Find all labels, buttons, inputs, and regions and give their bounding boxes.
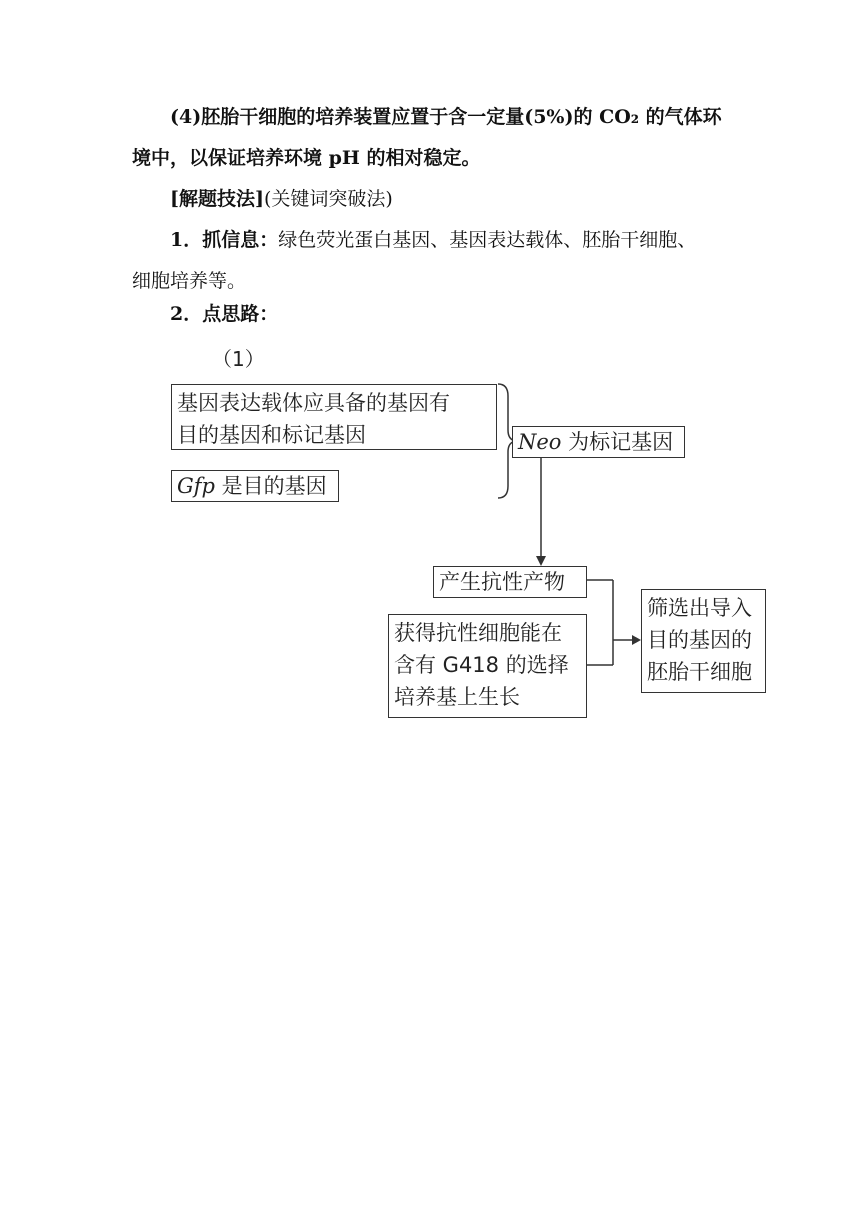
method-heading-bold: [解题技法]	[170, 188, 264, 210]
box-screening-line-2: 目的基因的	[647, 628, 752, 652]
box-vector-genes-line-2: 目的基因和标记基因	[177, 423, 366, 447]
box-vector-genes-line-1: 基因表达载体应具备的基因有	[177, 391, 450, 415]
method-heading-rest: (关键词突破法)	[263, 188, 393, 210]
gfp-text: 是目的基因	[215, 474, 327, 498]
box-resistance-product-text: 产生抗性产物	[439, 570, 565, 594]
box-resistant-cells	[388, 614, 587, 718]
paragraph-4-line-2: 境中，以保证培养环境 pH 的相对稳定。	[132, 147, 481, 169]
info-label: 1．抓信息：	[170, 229, 279, 251]
box-screening	[641, 589, 766, 693]
info-line-1: 绿色荧光蛋白基因、基因表达载体、胚胎干细胞、	[278, 229, 697, 251]
box-resistant-cells-line-1: 获得抗性细胞能在	[394, 621, 562, 645]
box-neo	[512, 426, 685, 458]
arrowhead-down	[536, 556, 546, 566]
box-screening-line-1: 筛选出导入	[647, 596, 752, 620]
box-resistant-cells-line-2: 含有 G418 的选择	[394, 653, 569, 677]
neo-term: Neo	[518, 430, 562, 454]
neo-text: 为标记基因	[561, 430, 674, 454]
box-screening-line-3: 胚胎干细胞	[647, 660, 752, 684]
arrowhead-right	[632, 635, 641, 645]
idea-label: 2．点思路：	[170, 303, 279, 325]
section-label: （1）	[212, 347, 265, 371]
info-line-2: 细胞培养等。	[132, 270, 247, 292]
box-resistance-product	[433, 566, 587, 598]
box-resistant-cells-line-3: 培养基上生长	[394, 685, 520, 709]
paragraph-4-line-1: (4)胚胎干细胞的培养装置应置于含一定量(5%)的 CO₂ 的气体环	[170, 106, 722, 128]
box-gfp	[171, 470, 339, 502]
gfp-term: Gfp	[177, 474, 215, 498]
box-vector-genes	[171, 384, 497, 450]
